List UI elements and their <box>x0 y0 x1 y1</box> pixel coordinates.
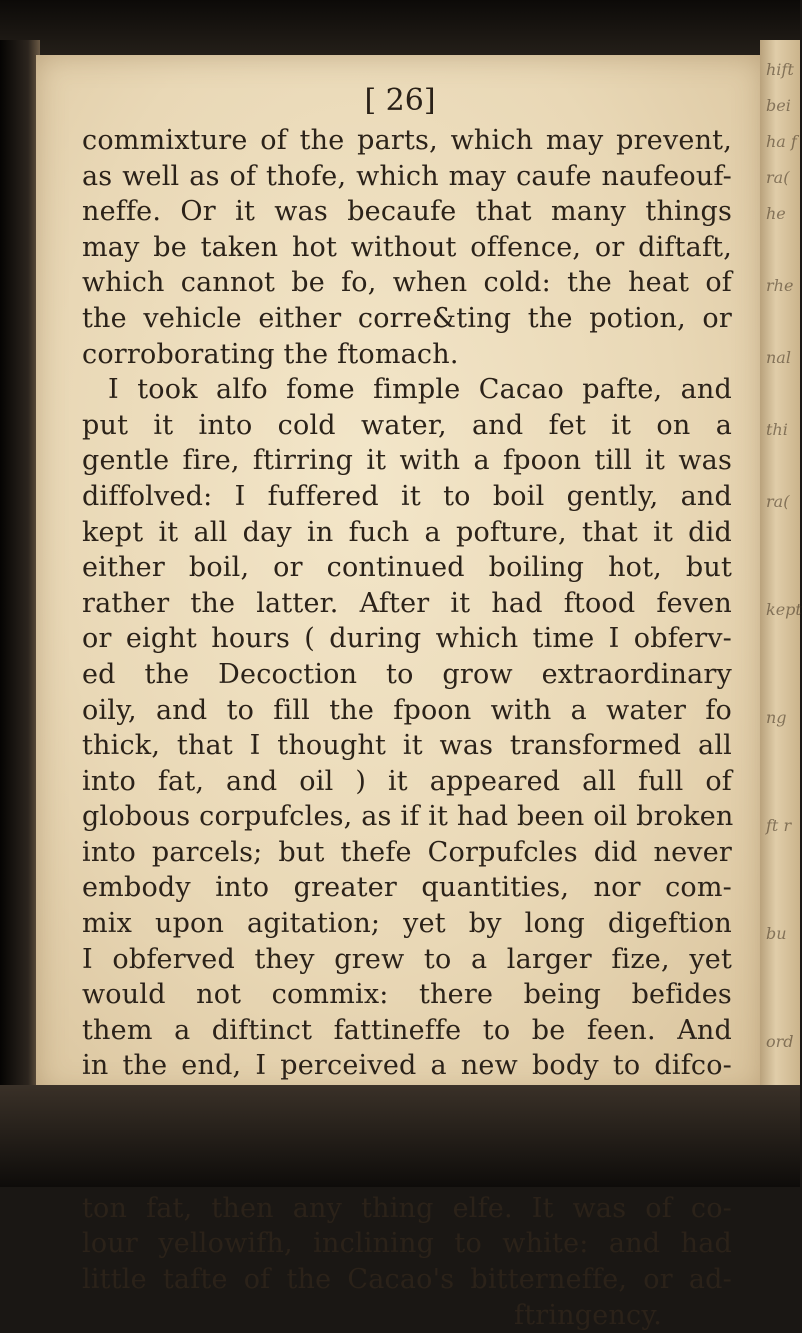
text-line-16: ed the Decoction to grow extraordinary <box>82 658 732 690</box>
adjacent-fragment: hift <box>766 60 794 79</box>
text-line-19: into fat, and oil ) it appeared all full of <box>82 765 732 797</box>
text-line-24: I obferved they grew to a larger fize, yet <box>82 943 732 975</box>
adjacent-fragment: ord <box>766 1032 794 1051</box>
adjacent-fragment: ha f <box>766 132 797 151</box>
text-line-11: diffolved: I fuffered it to boil gently, and <box>82 480 732 512</box>
text-line-14: rather the latter. After it had ftood feven <box>82 587 732 619</box>
text-line-8: I took alfo fome fimple Cacao pafte, and <box>108 374 732 406</box>
adjacent-fragment: rhe <box>766 276 794 295</box>
adjacent-fragment: ng <box>766 708 787 727</box>
text-line-18: thick, that I thought it was transformed all <box>82 730 732 762</box>
text-line-27: in the end, I perceived a new body to difco- <box>82 1050 732 1082</box>
bottom-shadow <box>0 1085 800 1187</box>
text-line-34: ftringency. <box>514 1299 662 1331</box>
binding-edge <box>0 40 40 1120</box>
adjacent-fragment: ft r <box>766 816 792 835</box>
text-line-20: globous corpufcles, as if it had been oil broken <box>82 801 734 833</box>
text-line-4: may be taken hot without offence, or diftaft, <box>82 231 732 263</box>
text-line-13: either boil, or continued boiling hot, but <box>82 552 732 584</box>
text-line-12: kept it all day in fuch a pofture, that it did <box>82 516 732 548</box>
text-line-1: commixture of the parts, which may prevent, <box>82 125 732 156</box>
adjacent-fragment: kept <box>766 600 802 619</box>
text-line-5: which cannot be fo, when cold: the heat of <box>82 267 732 299</box>
page-sheet <box>36 55 764 1331</box>
text-line-32: lour yellowifh, inclining to white: and had <box>82 1228 732 1260</box>
text-line-31: ton fat, then any thing elfe. It was of co- <box>82 1192 732 1224</box>
adjacent-fragment: he <box>766 204 786 223</box>
page-number: [ 26] <box>364 83 436 118</box>
adjacent-fragment: ra( <box>766 168 790 187</box>
adjacent-fragment: bei <box>766 96 791 115</box>
text-line-26: them a diftinct fattineffe to be feen. And <box>82 1014 732 1046</box>
adjacent-fragment: bu <box>766 924 787 943</box>
text-line-10: gentle fire, ftirring it with a fpoon till it was <box>82 445 732 477</box>
text-line-23: mix upon agitation; yet by long digeftion <box>82 908 732 940</box>
text-line-21: into parcels; but thefe Corpufcles did never <box>82 836 732 868</box>
text-line-3: neffe. Or it was becaufe that many things <box>82 196 732 228</box>
text-line-9: put it into cold water, and fet it on a <box>82 409 732 441</box>
text-line-33: little tafte of the Cacao's bitterneffe, or ad- <box>82 1264 732 1295</box>
text-line-15: or eight hours ( during which time I obferv- <box>82 623 732 655</box>
text-line-6: the vehicle either corre&ting the potion, or <box>82 302 732 334</box>
adjacent-fragment: thi <box>766 420 788 439</box>
text-line-22: embody into greater quantities, nor com- <box>82 872 732 904</box>
adjacent-fragment: ra( <box>766 492 790 511</box>
text-line-2: as well as of thofe, which may caufe naufeouf- <box>82 160 732 192</box>
text-line-7: corroborating the ftomach. <box>82 338 459 370</box>
text-line-17: oily, and to fill the fpoon with a water fo <box>82 694 732 726</box>
text-line-25: would not commix: there being befides <box>82 979 732 1011</box>
adjacent-page-edge <box>760 40 800 1120</box>
adjacent-fragment: nal <box>766 348 791 367</box>
